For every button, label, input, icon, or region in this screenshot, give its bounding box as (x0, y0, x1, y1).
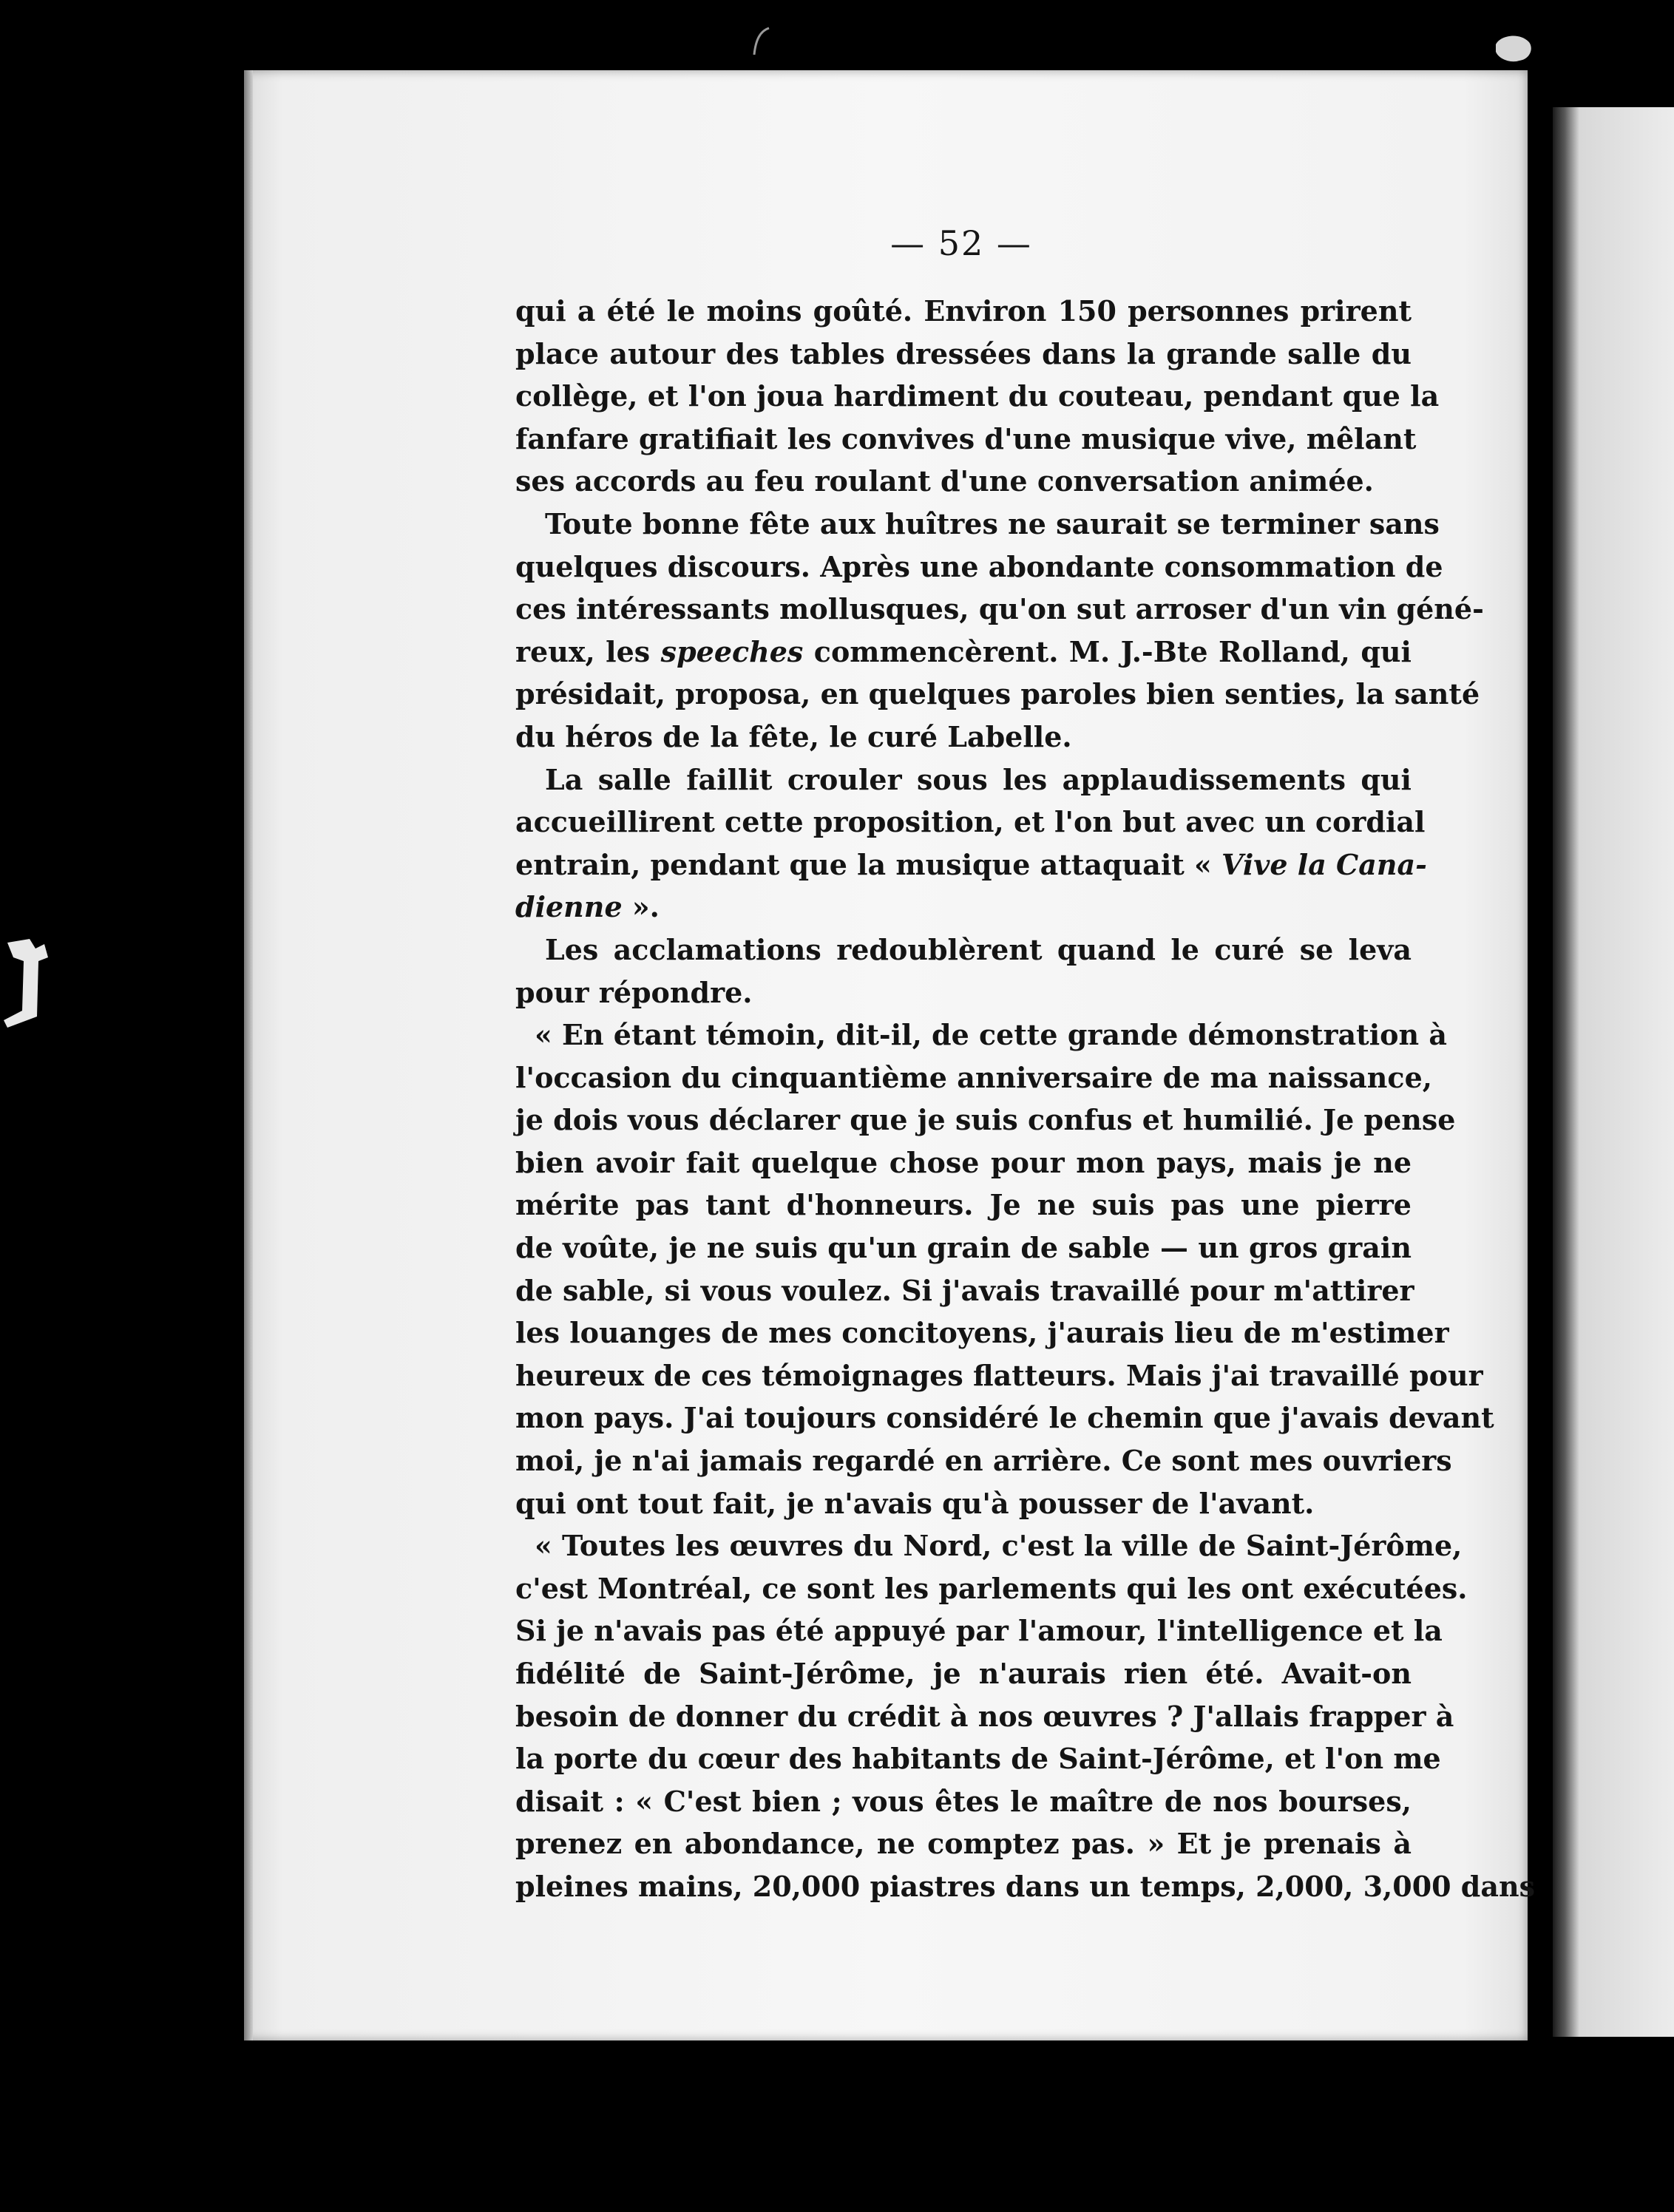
scan-artefact-stroke (747, 22, 776, 59)
text-line: collège, et l'on joua hardiment du couteau, pendant que la (515, 379, 1440, 413)
text-line: du héros de la fête, le curé Labelle. (515, 719, 1072, 753)
text-line: Les acclamations redoublèrent quand le curé se leva (545, 932, 1412, 966)
text-line: la porte du cœur des habitants de Saint-Jérôme, et l'on me (515, 1742, 1441, 1776)
scan-artefact-topright (1490, 31, 1536, 68)
text-line: les louanges de mes concitoyens, j'aurais lieu de m'estimer (515, 1316, 1449, 1350)
text-line: l'occasion du cinquantième anniversaire de ma naissance, (515, 1060, 1432, 1094)
text-line: qui a été le moins goûté. Environ 150 personnes prirent (515, 294, 1412, 328)
text-line: La salle faillit crouler sous les applaudissements qui (545, 762, 1412, 796)
italic-emphasis: dienne (515, 890, 623, 924)
text-line: mérite pas tant d'honneurs. Je ne suis pas une pierre (515, 1188, 1412, 1222)
text-line: Si je n'avais pas été appuyé par l'amour, l'intelligence et la (515, 1614, 1443, 1648)
text-line: moi, je n'ai jamais regardé en arrière. Ce sont mes ouvriers (515, 1444, 1452, 1478)
text-line: ses accords au feu roulant d'une conversation animée. (515, 464, 1374, 498)
text-line: entrain, pendant que la musique attaquait « Vive la Cana- (515, 847, 1427, 881)
text-line: « En étant témoin, dit-il, de cette grande démonstration à (535, 1018, 1447, 1052)
italic-emphasis: speeches (660, 634, 804, 668)
body-text (515, 290, 1536, 1908)
text-line: pleines mains, 20,000 piastres dans un temps, 2,000, 3,000 dans (515, 1869, 1536, 1903)
text-line: mon pays. J'ai toujours considéré le chemin que j'avais devant (515, 1401, 1494, 1435)
text-line: dienne ». (515, 890, 660, 924)
text-line: ces intéressants mollusques, qu'on sut arroser d'un vin géné- (515, 592, 1484, 626)
text-line: disait : « C'est bien ; vous êtes le maître de nos bourses, (515, 1784, 1412, 1818)
text-line: « Toutes les œuvres du Nord, c'est la ville de Saint-Jérôme, (535, 1529, 1463, 1563)
text-line: fidélité de Saint-Jérôme, je n'aurais rien été. Avait-on (515, 1657, 1412, 1690)
text-line: place autour des tables dressées dans la grande salle du (515, 336, 1412, 370)
text-line: accueillirent cette proposition, et l'on but avec un cordial (515, 805, 1426, 839)
page-number: — 52 — (890, 223, 1032, 263)
italic-emphasis: Vive la Cana- (1221, 847, 1427, 881)
text-line: quelques discours. Après une abondante consommation de (515, 549, 1443, 583)
text-line: fanfare gratifiait les convives d'une musique vive, mêlant (515, 421, 1417, 455)
text-line: de sable, si vous voulez. Si j'avais travaillé pour m'attirer (515, 1273, 1414, 1307)
text-line: heureux de ces témoignages flatteurs. Mais j'ai travaillé pour (515, 1358, 1483, 1392)
text-line: prenez en abondance, ne comptez pas. » Et je prenais à (515, 1827, 1412, 1861)
text-line: Toute bonne fête aux huîtres ne saurait se terminer sans (545, 506, 1440, 540)
text-line: bien avoir fait quelque chose pour mon pays, mais je ne (515, 1145, 1412, 1179)
facing-page-edge (1553, 107, 1674, 2037)
text-line: pour répondre. (515, 975, 753, 1009)
text-line: de voûte, je ne suis qu'un grain de sable — un gros grain (515, 1231, 1412, 1265)
scan-artefact-left (0, 928, 59, 1039)
text-line: c'est Montréal, ce sont les parlements qui les ont exécutées. (515, 1571, 1468, 1605)
text-line: je dois vous déclarer que je suis confus et humilié. Je pense (515, 1103, 1456, 1137)
text-line: présidait, proposa, en quelques paroles bien senties, la santé (515, 677, 1480, 711)
text-line: besoin de donner du crédit à nos œuvres ? J'allais frapper à (515, 1699, 1454, 1733)
text-line: reux, les speeches commencèrent. M. J.-Bte Rolland, qui (515, 634, 1412, 668)
page-edge-shadow (244, 70, 253, 2040)
text-line: qui ont tout fait, je n'avais qu'à pousser de l'avant. (515, 1486, 1315, 1520)
